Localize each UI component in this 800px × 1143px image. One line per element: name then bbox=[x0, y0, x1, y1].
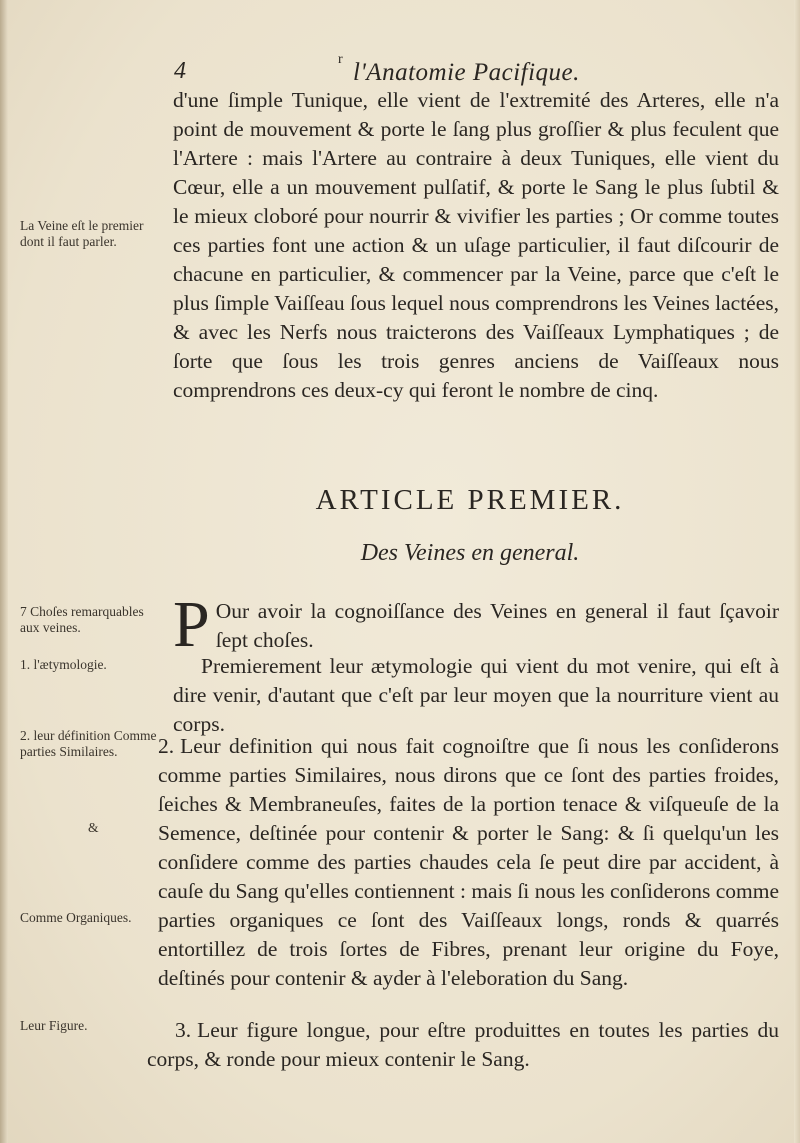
drop-cap: P bbox=[173, 588, 210, 661]
paragraph-definition bbox=[158, 732, 779, 993]
page-number: 4 bbox=[174, 58, 186, 84]
article-subheading: Des Veines en general. bbox=[360, 540, 580, 566]
article-heading: ARTICLE PREMIER. bbox=[315, 484, 625, 516]
margin-note-vein-first: La Veine eſt le premier dont il faut parler. bbox=[20, 218, 144, 249]
paragraph-intro: d'une ſimple Tunique, elle vient de l'extremité des Arteres, elle n'a point de mouvement & porte le ſang plus groſſier & plus feculent que l'Artere : mais l'Artere au contraire à deux Tuniques, elle vient du Cœur, elle a un mouvement pulſatif, & porte le Sang le plus ſubtil & le mieux cloboré pour nourrir & vivifier les parties ; Or comme toutes ces parties font une action & un uſage particulier, il faut diſcourir de chacune en particulier, & commencer par la Veine, parce que c'eſt le plus ſimple Vaiſſeau ſous lequel nous comprendrons les Veines lactées, & avec les Nerfs nous traicterons des Vaiſſeaux Lymphatiques ; de ſorte que ſous les trois genres anciens de Vaiſſeaux nous comprendrons ces deux-cy qui feront le nombre de cinq. bbox=[173, 88, 779, 402]
paragraph-figure bbox=[147, 1016, 779, 1074]
margin-note-definition: 2. leur définition Comme parties Similaires. bbox=[20, 728, 157, 759]
paragraph-definition-text: Leur definition qui nous fait cognoiſtre que ſi nous les conſiderons comme parties Similaires, nous dirons que ce ſont des parties froides, ſeiches & Membraneuſes, faites de la portion tenace & viſqueuſe de la Semence, deſtinée pour contenir & porter le Sang: & ſi quelqu'un les conſidere comme des parties chaudes cela ſe peut dire par accident, à cauſe du Sang qu'elles contiennent : mais ſi nous les conſiderons comme parties organiques ce ſont des Vaiſſeaux longs, ronds & quarrés entortillez de trois ſortes de Fibres, prenant leur origine du Foye, deſtinés pour contenir & ayder à l'eleboration du Sang. bbox=[158, 734, 779, 990]
page-edge bbox=[794, 0, 800, 1143]
paragraph-figure-text: Leur figure longue, pour eſtre produittes en toutes les parties du corps, & ronde pour mieux contenir le Sang. bbox=[147, 1018, 779, 1071]
margin-note-seven-things: 7 Choſes remarquables aux veines. bbox=[20, 604, 144, 635]
item-number: 2. bbox=[158, 734, 175, 758]
margin-note-etymology: 1. l'ætymologie. bbox=[20, 657, 107, 672]
paragraph-etymology: Premierement leur ætymologie qui vient du mot venire, qui eſt à dire venir, d'autant que c'eſt par leur moyen que la nourriture vient au corps. bbox=[173, 654, 779, 736]
signature-mark: r bbox=[338, 52, 343, 67]
page-header bbox=[168, 52, 768, 88]
margin-note-organic: Comme Organiques. bbox=[20, 910, 132, 925]
paragraph-seven-things bbox=[173, 588, 779, 661]
running-title: l'Anatomie Pacifique. bbox=[353, 59, 580, 86]
paragraph-seven-things-text: Our avoir la cognoiſſance des Veines en general il faut ſçavoir ſept choſes. bbox=[215, 599, 779, 652]
margin-note-ampersand: & bbox=[88, 820, 99, 835]
page-gutter-shadow bbox=[0, 0, 8, 1143]
item-number: 3. bbox=[175, 1018, 192, 1042]
margin-note-figure: Leur Figure. bbox=[20, 1018, 88, 1033]
